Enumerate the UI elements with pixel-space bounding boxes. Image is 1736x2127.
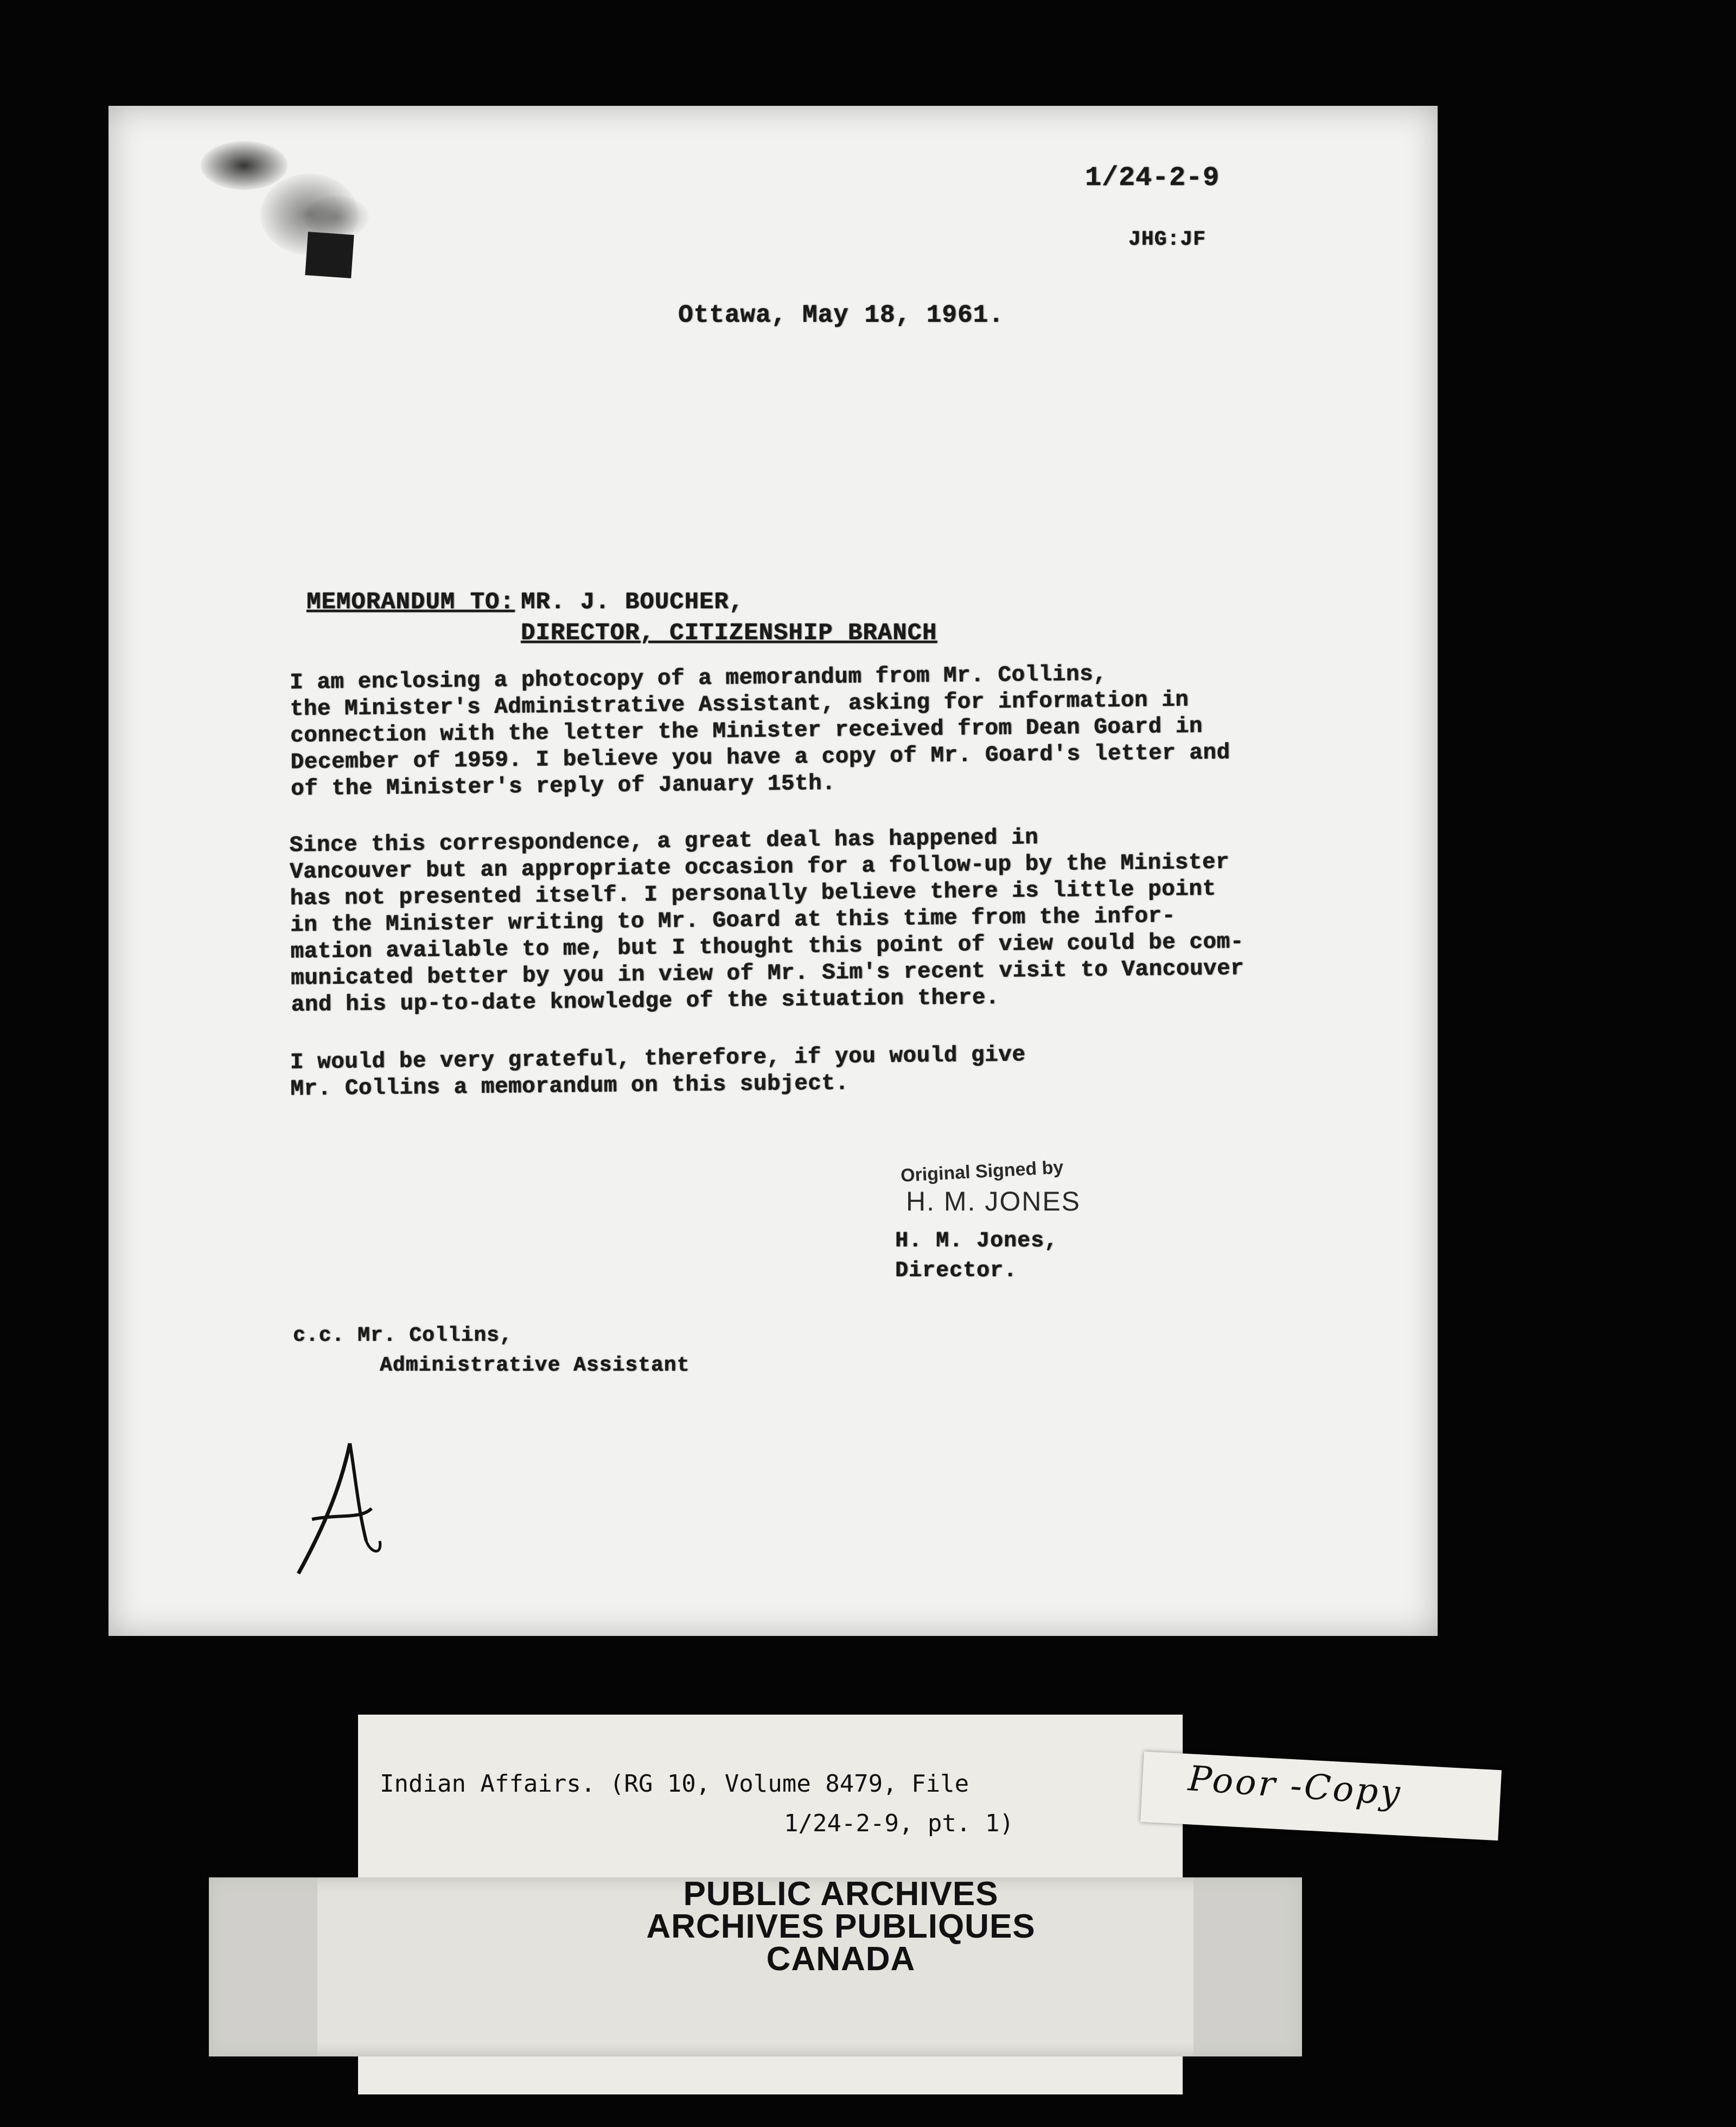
ink-blot <box>305 232 354 278</box>
recipient-name: MR. J. BOUCHER, <box>521 589 744 616</box>
file-reference: 1/24-2-9 <box>1085 163 1220 194</box>
memo-label: MEMORANDUM TO: <box>307 589 515 616</box>
recipient-title: DIRECTOR, CITIZENSHIP BRANCH <box>521 620 937 647</box>
archive-title-french: ARCHIVES PUBLIQUES <box>646 1908 1036 1945</box>
ink-smudge <box>201 141 288 190</box>
body-paragraph-2: Since this correspondence, a great deal has happened in Vancouver but an appropriate occasion for a follow-up by the Minister has not presented itself. I personally believe there is little point in the Minister writing to Mr. Goard at this time from the infor- mation available to me, but I thought this point of view could be com- municated better by you in view of Mr. Sim's recent visit to Vancouver and his up-to-date knowledge of the situation there. <box>289 825 1244 1018</box>
cc-title: Administrative Assistant <box>380 1354 690 1377</box>
body-paragraph-3: I would be very grateful, therefore, if you would give Mr. Collins a memorandum on this subject. <box>290 1042 1026 1102</box>
signature-stamp-name: H. M. JONES <box>906 1186 1081 1217</box>
signature-stamp-caption: Original Signed by <box>900 1157 1064 1186</box>
handwritten-initial-mark <box>290 1438 388 1579</box>
date-line: Ottawa, May 18, 1961. <box>678 301 1004 329</box>
signer-name: H. M. Jones, <box>895 1229 1058 1253</box>
body-paragraph-1: I am enclosing a photocopy of a memorandum from Mr. Collins, the Minister's Administrative Assistant, asking for information in connection with the letter the Minister received from Dean Goard in December of 1959. I believe you have a copy of Mr. Goard's letter and of the Minister's reply of January 15th. <box>289 661 1230 802</box>
poor-copy-note: Poor -Copy <box>1186 1759 1403 1814</box>
cc-line: c.c. Mr. Collins, <box>293 1324 513 1347</box>
typist-initials: JHG:JF <box>1128 228 1206 251</box>
archive-title-country: CANADA <box>766 1940 916 1978</box>
archive-reference-line-2: 1/24-2-9, pt. 1) <box>784 1810 1014 1837</box>
archive-title-english: PUBLIC ARCHIVES <box>683 1875 999 1913</box>
archive-reference-line-1: Indian Affairs. (RG 10, Volume 8479, File <box>380 1770 969 1798</box>
signer-title: Director. <box>895 1259 1018 1283</box>
